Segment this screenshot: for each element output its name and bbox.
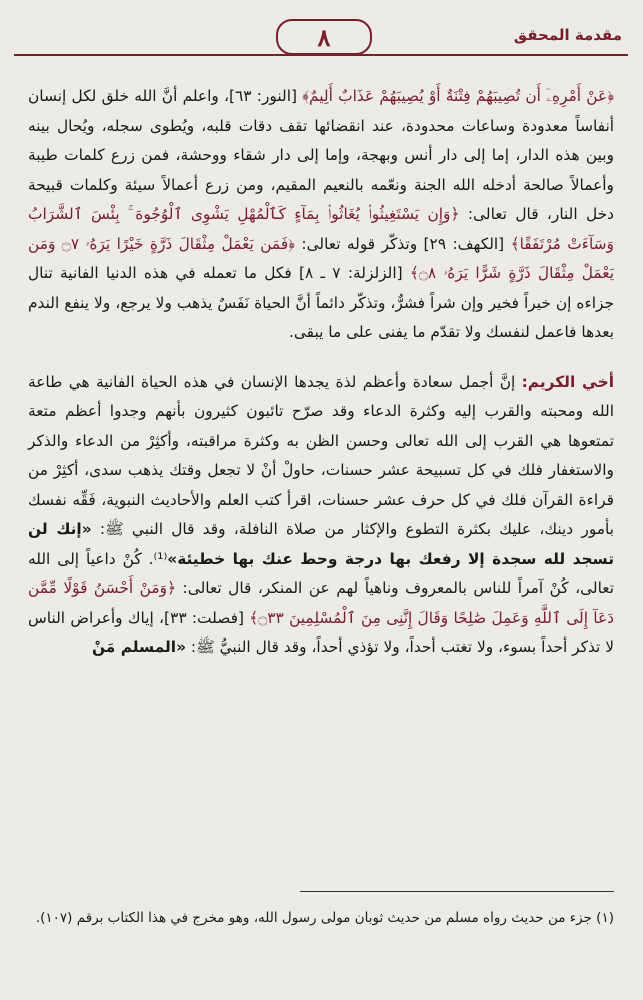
text-run: [الزلزلة: ٧ ـ ٨] فكل ما تعمله في هذه الدنيا الفانية تنال جزاءه إن خيراً فخير وإن شراً فشرٌّ، وتذكّر دائماً أنَّ الحياة نَفَسٌ يذهب ولا يرجع، ولا ينفع الندم بعدها فاعمل لنفسك ولا تقدّم ما يفنى على ما يبقى. [28, 264, 614, 341]
text-run: [النور: ٦٣]، واعلم أنَّ الله خلق لكل إنسان أنفاساً معدودة وساعات محدودة، عند انقضائها تقف دقات قلبه، ويُطوى سجله، ويُحال بينه وبين هذه الدار، إما إلى دار أنس وبهجة، وإما إلى دار شقاء ووحشة، فمن زرع كلمات طيبة وأعمالاً صالحة أدخله الله الجنة ونعّمه بالنعيم المقيم، ومن زرع أعمالاً سيئة وكلمات قبيحة دخل النار، قال تعالى: [28, 87, 615, 223]
text-run: [فصلت: ٣٣]، إياك وأعراض الناس لا تذكر أحداً بسوء، ولا تغتب أحداً، ولا تؤذي أحداً، وقد قال النبيُّ ﷺ: [28, 608, 614, 656]
header-divider [14, 54, 628, 56]
section-title: مقدمة المحقق [513, 26, 622, 44]
footnote-text: (١) جزء من حديث رواه مسلم من حديث ثوبان مولى رسول الله، وهو مخرج في هذا الكتاب برقم (١٠٧). [35, 910, 614, 926]
text-run: [الكهف: ٢٩] وتذكّر قوله تعالى: [295, 234, 511, 253]
hadith-quote: «إنك لن تسجد لله سجدة إلا رفعك بها درجة وحط عنك بها خطيئة» [28, 520, 614, 568]
paragraph-1 [28, 82, 614, 348]
quran-verse: ﴿فَمَن يَعْمَلْ مِثْقَالَ ذَرَّةٍ خَيْرًا يَرَهُۥ ۝٧ وَمَن يَعْمَلْ مِثْقَالَ ذَرَّةٍ شَرًّا يَرَهُۥ ۝٨﴾ [28, 234, 614, 282]
text-run: ⁽¹⁾. كُنْ داعياً إلى الله تعالى، كُنْ آمراً للناس بالمعروف وناهياً لهم عن المنكر، قال تعالى: [28, 549, 615, 597]
footnote-divider [300, 891, 614, 892]
quran-verse: ﴿عَنْ أَمْرِهِۦٓ أَن تُصِيبَهُمْ فِتْنَةٌ أَوْ يُصِيبَهُمْ عَذَابٌ أَلِيمٌ﴾ [302, 87, 615, 105]
quran-verse: ﴿وَإِن يَسْتَغِيثُوا۟ يُغَاثُوا۟ بِمَآءٍ كَٱلْمُهْلِ يَشْوِى ٱلْوُجُوهَ ۚ بِئْسَ ٱلشَّرَابُ وَسَآءَتْ مُرْتَفَقًا﴾ [28, 205, 614, 253]
quran-verse: ﴿وَمَنْ أَحْسَنُ قَوْلًا مِّمَّن دَعَآ إِلَى ٱللَّهِ وَعَمِلَ صَٰلِحًا وَقَالَ إِنَّنِى مِنَ ٱلْمُسْلِمِينَ ۝٣٣﴾ [28, 579, 615, 627]
footnote [28, 904, 614, 932]
paragraph-2 [28, 368, 614, 663]
hadith-quote: «المسلم مَنْ [91, 638, 187, 656]
paragraph-heading: أخي الكريم: [521, 372, 614, 391]
page-header [14, 22, 628, 50]
page-number-frame [276, 19, 372, 55]
text-run: إنَّ أجمل سعادة وأعظم لذة يجدها الإنسان في هذه الحياة الفانية هي طاعة الله ومحبته والقرب إليه وكثرة الدعاء وقد صرّح تائبون كثيرون بأنهم وجدوا أعظم متعة تمتعوها هي القرب إلى الله تعالى وحسن الظن به وكثرة مراقبته، وأكثِرْ من الدعاء والذكر والاستغفار فلك في كل تسبيحة عشر حسنات، حاولْ أنْ لا تجعل وقتك يذهب سدى، أكثِرْ من قراءة القرآن فلك في كل حرف عشر حسنات، اقرأ كتب العلم والأحاديث النبوية، فَقِّه نفسك بأمور دينك، عليك بكثرة التطوع والإكثار من صلاة النافلة، وقد قال النبي ﷺ: [28, 372, 614, 538]
page-number: ٨ [317, 22, 331, 52]
main-text [28, 82, 614, 663]
